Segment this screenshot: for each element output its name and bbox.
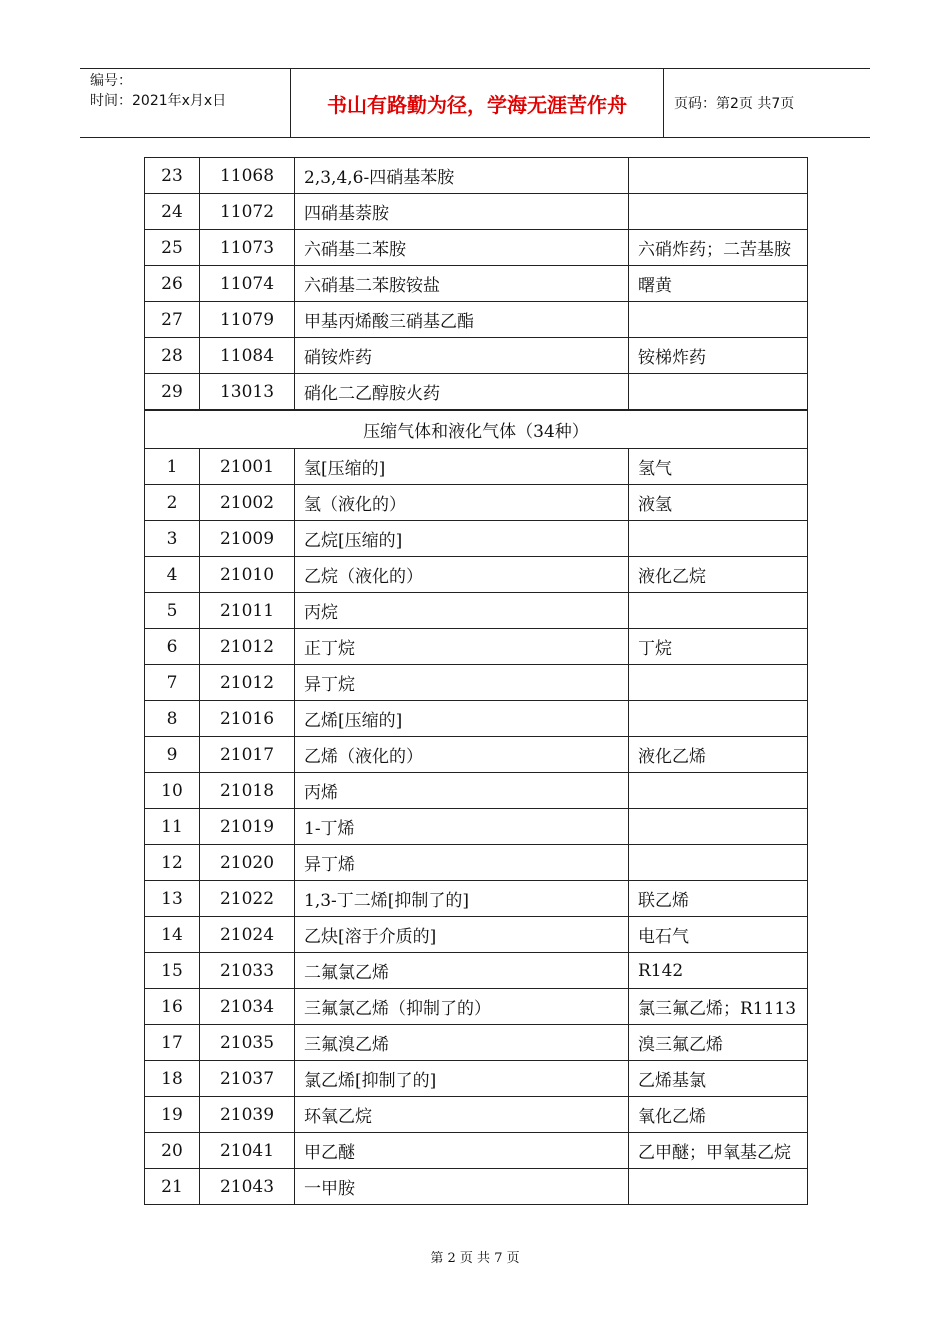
row-number: 14: [145, 917, 200, 953]
cn-code: 21022: [200, 881, 295, 917]
page-header: [80, 68, 870, 138]
row-number: 17: [145, 1025, 200, 1061]
chemical-name: 环氧乙烷: [295, 1097, 629, 1133]
alias-name: [629, 1169, 808, 1205]
row-number: 9: [145, 737, 200, 773]
cn-code: 11068: [200, 158, 295, 194]
chemical-name: 正丁烷: [295, 629, 629, 665]
table-row: [145, 194, 808, 230]
alias-name: 液氢: [629, 485, 808, 521]
table-row: [145, 1025, 808, 1061]
chemical-name: 丙烯: [295, 773, 629, 809]
row-number: 23: [145, 158, 200, 194]
alias-name: 六硝炸药；二苦基胺: [629, 230, 808, 266]
chemical-name: 异丁烷: [295, 665, 629, 701]
cn-code: 21016: [200, 701, 295, 737]
cn-code: 13013: [200, 374, 295, 411]
chemical-name: 乙烯[压缩的]: [295, 701, 629, 737]
cn-code: 21017: [200, 737, 295, 773]
chemical-name: 六硝基二苯胺铵盐: [295, 266, 629, 302]
cn-code: 21012: [200, 665, 295, 701]
alias-name: 乙烯基氯: [629, 1061, 808, 1097]
row-number: 29: [145, 374, 200, 411]
cn-code: 11079: [200, 302, 295, 338]
table-row: [145, 953, 808, 989]
page-indicator: 页码：第2页 共7页: [674, 96, 795, 112]
section-row: [145, 410, 808, 449]
alias-name: [629, 845, 808, 881]
chemical-name: 三氟溴乙烯: [295, 1025, 629, 1061]
row-number: 25: [145, 230, 200, 266]
row-number: 11: [145, 809, 200, 845]
chemical-name: 1-丁烯: [295, 809, 629, 845]
chemical-name: 三氟氯乙烯（抑制了的）: [295, 989, 629, 1025]
row-number: 16: [145, 989, 200, 1025]
cn-code: 21009: [200, 521, 295, 557]
cn-code: 21011: [200, 593, 295, 629]
cn-code: 11084: [200, 338, 295, 374]
table-row: [145, 521, 808, 557]
alias-name: [629, 374, 808, 411]
cn-code: 21002: [200, 485, 295, 521]
time-label: 时间：2021年x月x日: [90, 93, 227, 109]
row-number: 19: [145, 1097, 200, 1133]
table-row: [145, 557, 808, 593]
alias-name: 联乙烯: [629, 881, 808, 917]
cn-code: 21018: [200, 773, 295, 809]
table-row: [145, 374, 808, 411]
cn-code: 21012: [200, 629, 295, 665]
chemical-name: 乙烷[压缩的]: [295, 521, 629, 557]
alias-name: [629, 521, 808, 557]
table-row: [145, 809, 808, 845]
table-row: [145, 1097, 808, 1133]
row-number: 3: [145, 521, 200, 557]
chemical-name: 氯乙烯[抑制了的]: [295, 1061, 629, 1097]
row-number: 13: [145, 881, 200, 917]
alias-name: R142: [629, 953, 808, 989]
table-row: [145, 917, 808, 953]
cn-code: 21019: [200, 809, 295, 845]
alias-name: 液化乙烷: [629, 557, 808, 593]
table-row: [145, 665, 808, 701]
table-row: [145, 701, 808, 737]
row-number: 8: [145, 701, 200, 737]
cn-code: 11072: [200, 194, 295, 230]
row-number: 12: [145, 845, 200, 881]
chemical-name: 乙烷（液化的）: [295, 557, 629, 593]
table-row: [145, 338, 808, 374]
chemical-name: 二氟氯乙烯: [295, 953, 629, 989]
row-number: 28: [145, 338, 200, 374]
table-row: [145, 302, 808, 338]
chemical-name: 氢（液化的）: [295, 485, 629, 521]
cn-code: 21001: [200, 449, 295, 485]
cn-code: 21041: [200, 1133, 295, 1169]
chemical-name: 乙烯（液化的）: [295, 737, 629, 773]
row-number: 27: [145, 302, 200, 338]
alias-name: 溴三氟乙烯: [629, 1025, 808, 1061]
chemical-name: 乙炔[溶于介质的]: [295, 917, 629, 953]
cn-code: 21035: [200, 1025, 295, 1061]
chemical-name: 硝化二乙醇胺火药: [295, 374, 629, 411]
alias-name: 氯三氟乙烯；R1113: [629, 989, 808, 1025]
cn-code: 21034: [200, 989, 295, 1025]
row-number: 15: [145, 953, 200, 989]
alias-name: [629, 158, 808, 194]
chemical-name: 四硝基萘胺: [295, 194, 629, 230]
table-row: [145, 629, 808, 665]
chemical-name: 丙烷: [295, 593, 629, 629]
chemical-name: 2,3,4,6-四硝基苯胺: [295, 158, 629, 194]
alias-name: 液化乙烯: [629, 737, 808, 773]
alias-name: 曙黄: [629, 266, 808, 302]
row-number: 5: [145, 593, 200, 629]
chemical-name: 六硝基二苯胺: [295, 230, 629, 266]
chemical-name: 氢[压缩的]: [295, 449, 629, 485]
row-number: 18: [145, 1061, 200, 1097]
alias-name: [629, 302, 808, 338]
cn-code: 21043: [200, 1169, 295, 1205]
header-meta: [80, 69, 291, 137]
alias-name: 丁烷: [629, 629, 808, 665]
table-row: [145, 593, 808, 629]
table-row: [145, 485, 808, 521]
chemical-name: 硝铵炸药: [295, 338, 629, 374]
alias-name: [629, 665, 808, 701]
table-row: [145, 1133, 808, 1169]
chemical-name: 1,3-丁二烯[抑制了的]: [295, 881, 629, 917]
header-slogan: 书山有路勤为径，学海无涯苦作舟: [291, 69, 664, 137]
table-row: [145, 845, 808, 881]
chemical-name: 甲乙醚: [295, 1133, 629, 1169]
row-number: 20: [145, 1133, 200, 1169]
table-row: [145, 1169, 808, 1205]
cn-code: 21033: [200, 953, 295, 989]
alias-name: [629, 593, 808, 629]
row-number: 4: [145, 557, 200, 593]
alias-name: [629, 809, 808, 845]
table-row: [145, 737, 808, 773]
table-row: [145, 158, 808, 194]
table-row: [145, 449, 808, 485]
row-number: 10: [145, 773, 200, 809]
chemical-name: 一甲胺: [295, 1169, 629, 1205]
cn-code: 11074: [200, 266, 295, 302]
chemical-name: 甲基丙烯酸三硝基乙酯: [295, 302, 629, 338]
row-number: 21: [145, 1169, 200, 1205]
alias-name: 电石气: [629, 917, 808, 953]
chemical-table: [144, 157, 808, 1205]
row-number: 26: [145, 266, 200, 302]
cn-code: 21037: [200, 1061, 295, 1097]
alias-name: 氢气: [629, 449, 808, 485]
alias-name: 铵梯炸药: [629, 338, 808, 374]
alias-name: 氧化乙烯: [629, 1097, 808, 1133]
table-row: [145, 773, 808, 809]
table-row: [145, 881, 808, 917]
table-row: [145, 266, 808, 302]
row-number: 6: [145, 629, 200, 665]
alias-name: 乙甲醚；甲氧基乙烷: [629, 1133, 808, 1169]
row-number: 24: [145, 194, 200, 230]
table-row: [145, 230, 808, 266]
row-number: 2: [145, 485, 200, 521]
cn-code: 21024: [200, 917, 295, 953]
section-title: 压缩气体和液化气体（34种）: [145, 410, 808, 449]
cn-code: 11073: [200, 230, 295, 266]
table-row: [145, 989, 808, 1025]
chemical-name: 异丁烯: [295, 845, 629, 881]
page-footer: 第 2 页 共 7 页: [430, 1251, 520, 1266]
table-row: [145, 1061, 808, 1097]
cn-code: 21039: [200, 1097, 295, 1133]
alias-name: [629, 701, 808, 737]
alias-name: [629, 773, 808, 809]
cn-code: 21020: [200, 845, 295, 881]
row-number: 7: [145, 665, 200, 701]
row-number: 1: [145, 449, 200, 485]
number-label: 编号：: [90, 73, 132, 89]
alias-name: [629, 194, 808, 230]
cn-code: 21010: [200, 557, 295, 593]
